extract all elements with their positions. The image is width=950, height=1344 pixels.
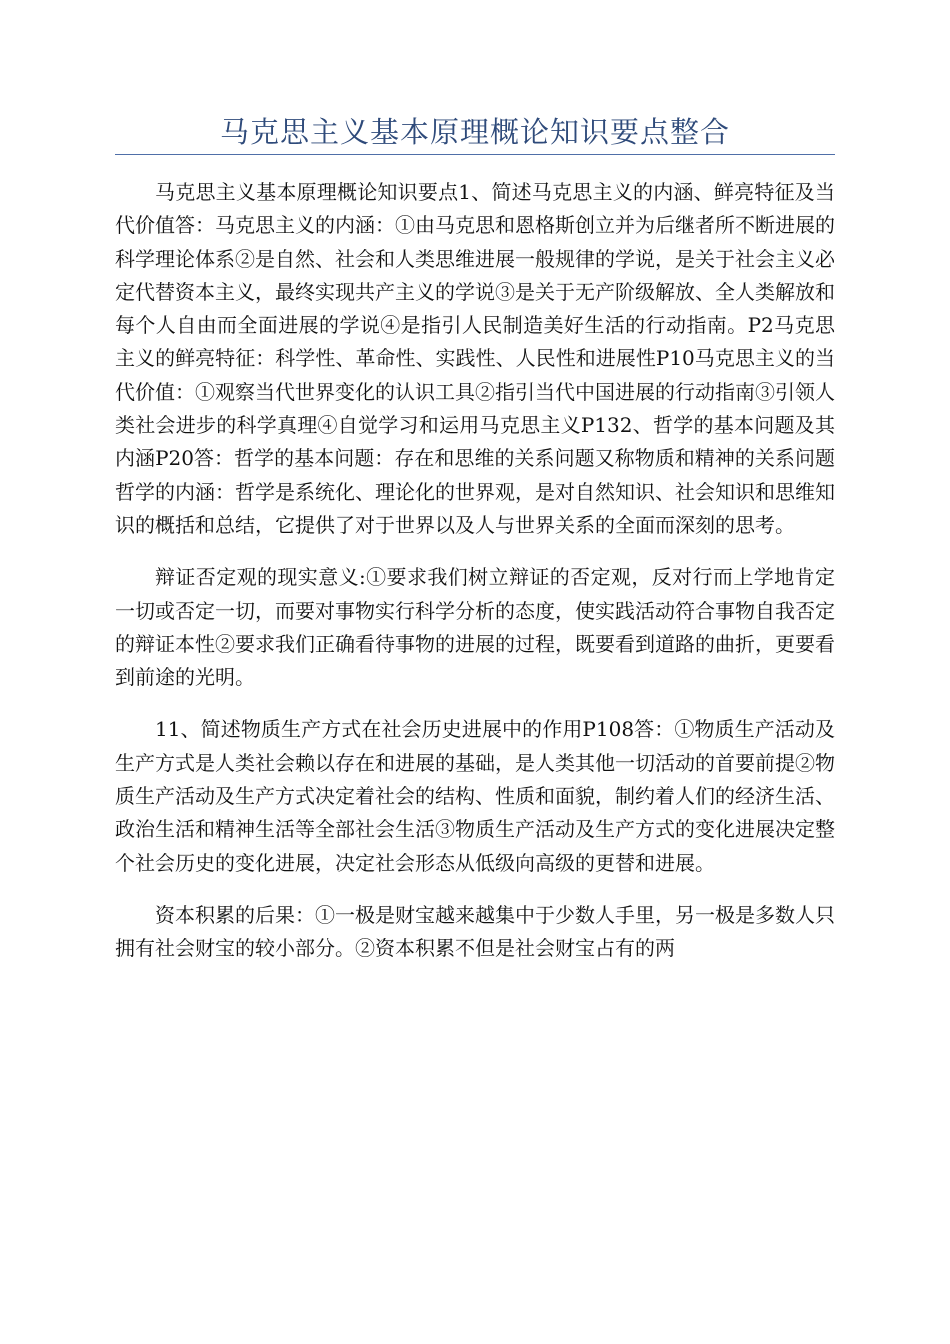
paragraph: 辩证否定观的现实意义:①要求我们树立辩证的否定观，反对行而上学地肯定一切或否定一切，而要对事物实行科学分析的态度，使实践活动符合事物自我否定的辩证本性②要求我们正确看待事物的进展的过程，既要看到道路的曲折，更要看到前途的光明。 (115, 565, 835, 690)
document-body (115, 176, 835, 985)
document-title: 马克思主义基本原理概论知识要点整合 (219, 115, 730, 149)
paragraph: 马克思主义基本原理概论知识要点1、简述马克思主义的内涵、鲜亮特征及当代价值答：马克思主义的内涵：①由马克思和恩格斯创立并为后继者所不断进展的科学理论体系②是自然、社会和人类思维进展一般规律的学说，是关于社会主义必定代替资本主义，最终实现共产主义的学说③是关于无产阶级解放、全人类解放和每个人自由而全面进展的学说④是指引人民制造美好生活的行动指南。P2马克思主义的鲜亮特征：科学性、革命性、实践性、人民性和进展性P10马克思主义的当代价值：①观察当代世界变化的认识工具②指引当代中国进展的行动指南③引领人类社会进步的科学真理④自觉学习和运用马克思主义P132、哲学的基本问题及其内涵P20答：哲学的基本问题：存在和思维的关系问题又称物质和精神的关系问题哲学的内涵：哲学是系统化、理论化的世界观，是对自然知识、社会知识和思维知识的概括和总结，它提供了对于世界以及人与世界关系的全面而深刻的思考。 (115, 180, 835, 537)
paragraph: 资本积累的后果：①一极是财宝越来越集中于少数人手里，另一极是多数人只拥有社会财宝的较小部分。②资本积累不但是社会财宝占有的两 (115, 902, 835, 961)
paragraph: 11、简述物质生产方式在社会历史进展中的作用P108答：①物质生产活动及生产方式是人类社会赖以存在和进展的基础，是人类其他一切活动的首要前提②物质生产活动及生产方式决定着社会的结构、性质和面貌，制约着人们的经济生活、政治生活和精神生活等全部社会生活③物质生产活动及生产方式的变化进展决定整个社会历史的变化进展，决定社会形态从低级向高级的更替和进展。 (115, 717, 835, 875)
title-underline (115, 154, 835, 155)
